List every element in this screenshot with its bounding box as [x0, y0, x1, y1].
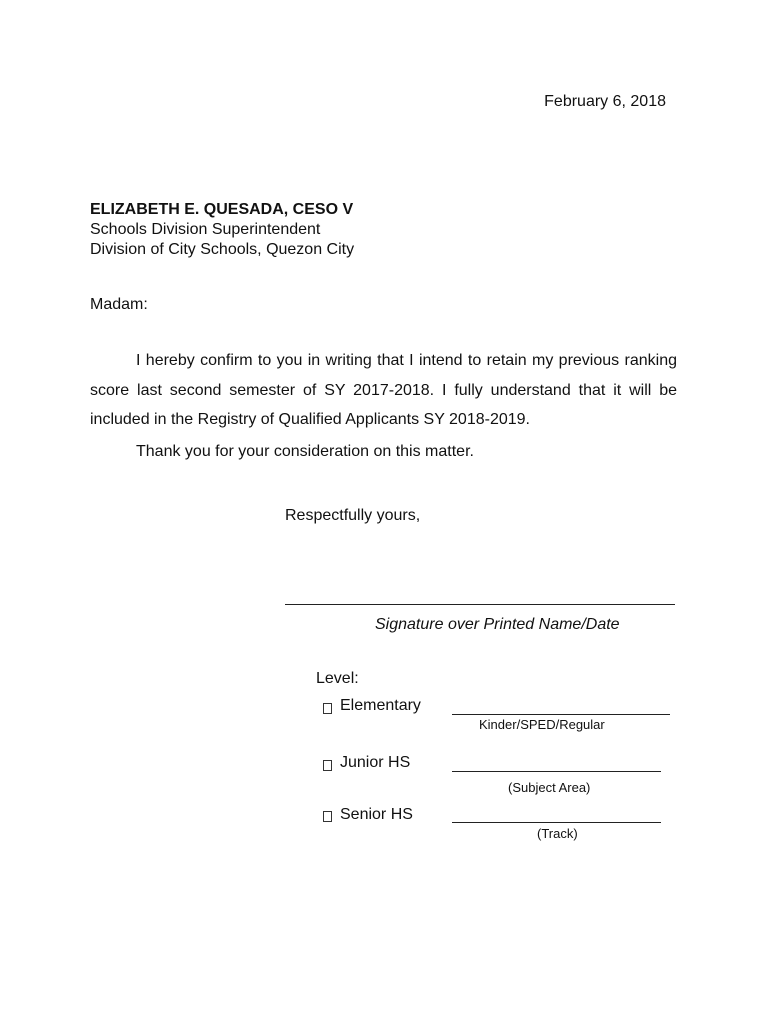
junior-hs-blank-line[interactable] — [452, 771, 661, 772]
recipient-name: ELIZABETH E. QUESADA, CESO V — [90, 201, 354, 218]
recipient-title: Schools Division Superintendent — [90, 221, 321, 238]
elementary-label: Elementary — [340, 697, 421, 714]
signature-line[interactable] — [285, 604, 675, 605]
junior-hs-sublabel: (Subject Area) — [508, 780, 591, 795]
body-paragraph: I hereby confirm to you in writing that I intend to retain my previous ranking score last second semester of SY 2017-2018. I fully understand that it will be included in the Registry of Qualified Applicants SY 2018-2019. — [90, 352, 677, 428]
senior-hs-checkbox[interactable] — [323, 811, 332, 822]
elementary-blank-line[interactable] — [452, 714, 670, 715]
elementary-sublabel: Kinder/SPED/Regular — [479, 717, 605, 732]
senior-hs-blank-line[interactable] — [452, 822, 661, 823]
senior-hs-label: Senior HS — [340, 806, 413, 823]
recipient-office: Division of City Schools, Quezon City — [90, 241, 355, 258]
thanks-paragraph: Thank you for your consideration on this matter. — [136, 443, 474, 460]
letter-date: February 6, 2018 — [544, 93, 666, 110]
salutation: Madam: — [90, 296, 148, 313]
junior-hs-checkbox[interactable] — [323, 760, 332, 771]
closing: Respectfully yours, — [285, 507, 421, 524]
level-label: Level: — [316, 670, 359, 687]
junior-hs-label: Junior HS — [340, 754, 411, 771]
elementary-checkbox[interactable] — [323, 703, 332, 714]
senior-hs-sublabel: (Track) — [537, 826, 578, 841]
signature-caption: Signature over Printed Name/Date — [375, 616, 620, 633]
